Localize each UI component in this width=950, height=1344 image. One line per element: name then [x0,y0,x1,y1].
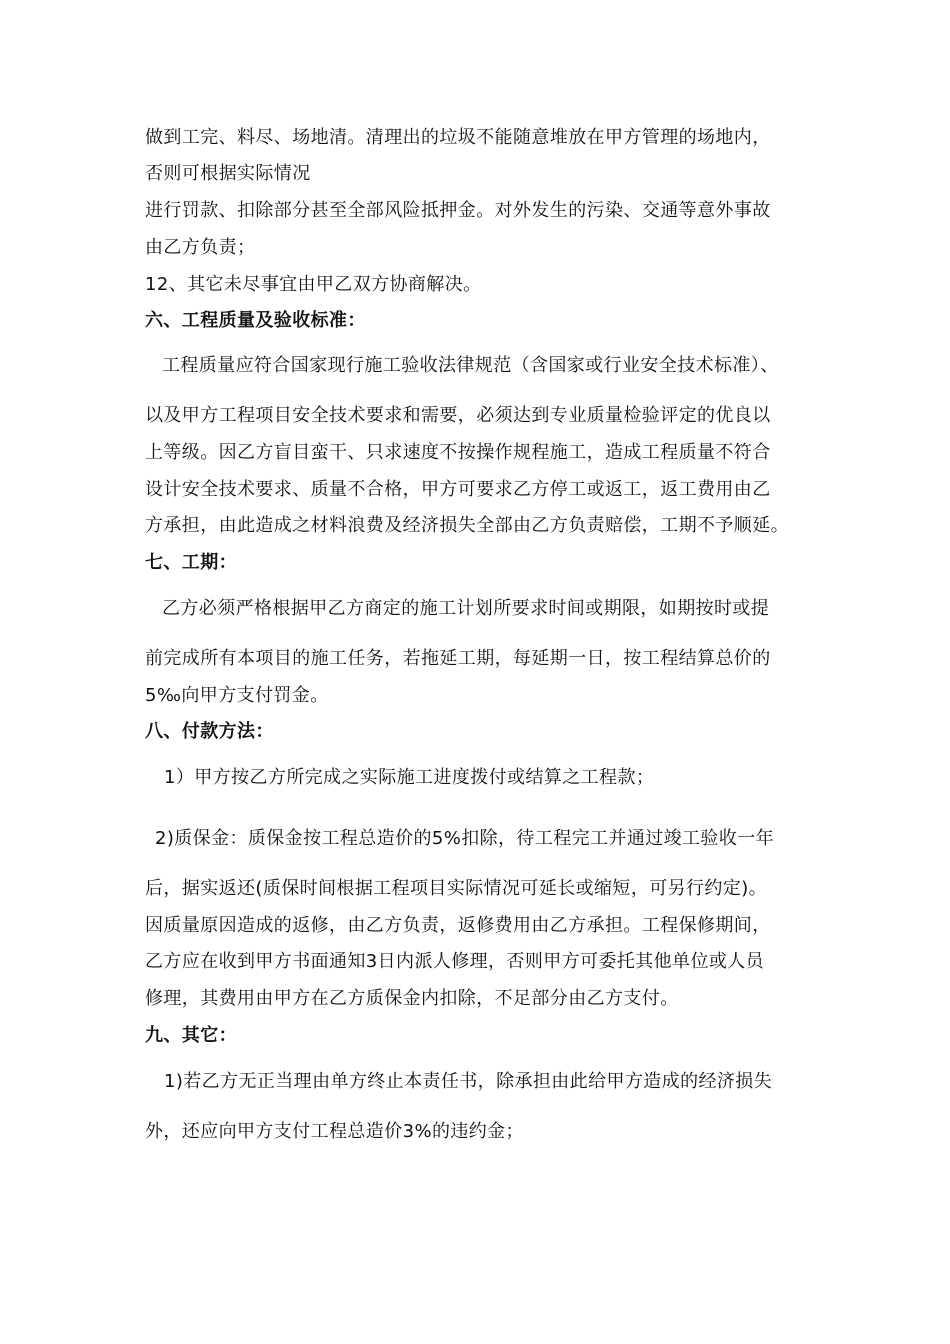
paragraph-line: 由乙方负责； [145,237,256,258]
paragraph-line: 设计安全技术要求、质量不合格，甲方可要求乙方停工或返工，返工费用由乙 [145,479,771,500]
paragraph-line: 否则可根据实际情况 [145,163,311,184]
paragraph-line: 工程质量应符合国家现行施工验收法律规范（含国家或行业安全技术标准）、 [162,355,779,376]
paragraph-line: 12、其它未尽事宜由甲乙双方协商解决。 [145,274,482,295]
paragraph-line: 前完成所有本项目的施工任务，若拖延工期，每延期一日，按工程结算总价的 [145,648,771,669]
section-heading-9: 九、其它： [145,1025,237,1046]
paragraph-line: 做到工完、料尽、场地清。清理出的垃圾不能随意堆放在甲方管理的场地内， [145,127,771,148]
paragraph-line: 修理，其费用由甲方在乙方质保金内扣除，不足部分由乙方支付。 [145,988,679,1009]
paragraph-line: 5‰向甲方支付罚金。 [145,685,329,706]
paragraph-line: 因质量原因造成的返修，由乙方负责，返修费用由乙方承担。工程保修期间， [145,915,771,936]
paragraph-line: 以及甲方工程项目安全技术要求和需要，必须达到专业质量检验评定的优良以 [145,405,771,426]
paragraph-line: 乙方应在收到甲方书面通知3日内派人修理，否则甲方可委托其他单位或人员 [145,951,765,972]
paragraph-line: 进行罚款、扣除部分甚至全部风险抵押金。对外发生的污染、交通等意外事故 [145,200,771,221]
paragraph-line: 方承担，由此造成之材料浪费及经济损失全部由乙方负责赔偿，工期不予顺延。 [145,515,789,536]
paragraph-line: 乙方必须严格根据甲乙方商定的施工计划所要求时间或期限，如期按时或提 [162,598,770,619]
paragraph-line: 外，还应向甲方支付工程总造价3%的违约金； [145,1121,524,1142]
paragraph-line: 后，据实返还(质保时间根据工程项目实际情况可延长或缩短，可另行约定)。 [145,878,768,899]
list-item: 1)若乙方无正当理由单方终止本责任书，除承担由此给甲方造成的经济损失 [164,1071,773,1092]
paragraph-line: 上等级。因乙方盲目蛮干、只求速度不按操作规程施工，造成工程质量不符合 [145,442,771,463]
section-heading-6: 六、工程质量及验收标准： [145,310,366,331]
section-heading-7: 七、工期： [145,552,237,573]
section-heading-8: 八、付款方法： [145,721,274,742]
list-item: 2)质保金：质保金按工程总造价的5%扣除，待工程完工并通过竣工验收一年 [155,828,775,849]
list-item: 1）甲方按乙方所完成之实际施工进度拨付或结算之工程款； [164,767,655,788]
